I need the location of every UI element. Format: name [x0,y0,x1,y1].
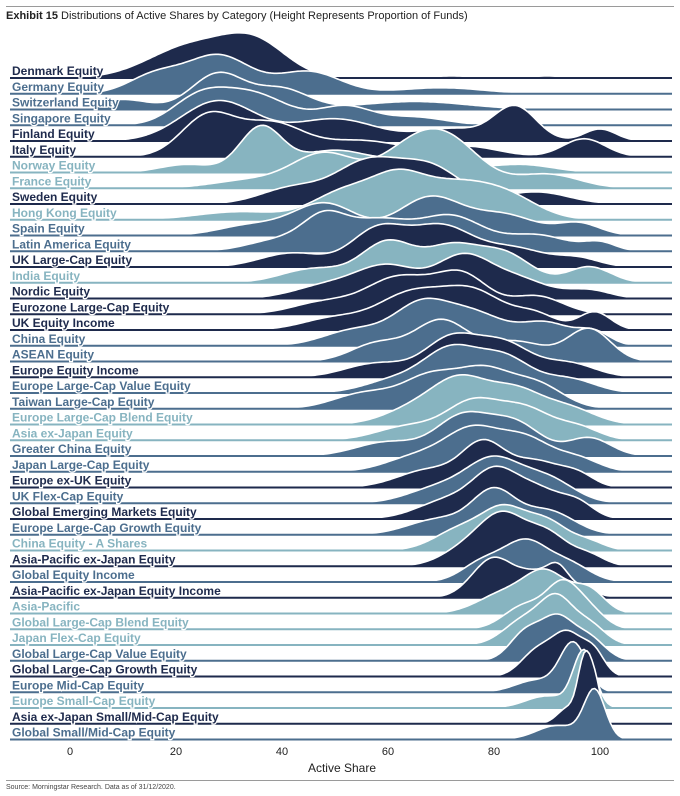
category-label: Singapore Equity [12,111,111,126]
category-label: Europe Mid-Cap Equity [12,678,144,693]
bottom-rule [6,780,674,781]
category-label: Global Small/Mid-Cap Equity [12,725,176,740]
category-label: Global Large-Cap Blend Equity [12,615,189,630]
category-label: Asia-Pacific ex-Japan Equity [12,552,176,567]
category-label: Japan Flex-Cap Equity [12,631,141,645]
category-label: Germany Equity [12,79,105,94]
source-note: Source: Morningstar Research. Data as of 31/12/2020. [6,784,176,791]
category-label: Greater China Equity [12,442,132,456]
category-label: China Equity - A Shares [12,536,148,551]
category-label: Europe Equity Income [12,363,139,378]
chart-title: Distributions of Active Shares by Category (Height Represents Proportion of Funds) [61,10,468,22]
category-label: Eurozone Large-Cap Equity [12,300,170,315]
category-label: Spain Equity [12,221,85,236]
category-label: Norway Equity [12,158,96,173]
category-label: Japan Large-Cap Equity [12,457,150,472]
category-label: Switzerland Equity [12,95,119,110]
category-label: India Equity [12,268,81,283]
category-label: Global Emerging Markets Equity [12,505,197,519]
x-tick-label: 60 [381,746,395,758]
category-label: Taiwan Large-Cap Equity [12,394,155,409]
category-label: UK Large-Cap Equity [12,253,133,267]
category-label: Hong Kong Equity [12,205,117,220]
ridge-area [250,642,674,693]
category-label: Europe Large-Cap Blend Equity [12,410,193,425]
category-label: Asia ex-Japan Small/Mid-Cap Equity [12,709,219,724]
category-label: UK Equity Income [12,316,115,330]
category-label: Global Large-Cap Value Equity [12,646,187,661]
x-tick-label: 0 [66,746,74,758]
category-label: Denmark Equity [12,64,104,78]
category-label: China Equity [12,331,86,346]
category-label: UK Flex-Cap Equity [12,489,124,504]
category-label: Global Large-Cap Growth Equity [12,662,198,677]
category-label: Europe Small-Cap Equity [12,694,156,708]
x-axis-label: Active Share [307,761,377,775]
category-label: France Equity [12,174,92,189]
category-label: Latin America Equity [12,237,131,252]
x-axis [67,746,609,758]
category-label: Asia-Pacific [12,599,81,614]
category-label: Italy Equity [12,142,77,157]
category-label: Nordic Equity [12,284,91,299]
category-label: ASEAN Equity [12,347,95,362]
category-label: Asia ex-Japan Equity [12,426,133,441]
x-tick-label: 80 [487,746,501,758]
category-label: Asia-Pacific ex-Japan Equity Income [12,583,221,598]
x-tick-label: 40 [275,746,289,758]
x-tick-label: 20 [169,746,183,758]
x-tick-label: 100 [590,746,610,758]
category-label: Europe Large-Cap Growth Equity [12,520,202,535]
category-label: Sweden Equity [12,190,98,204]
exhibit-number: Exhibit 15 [6,10,58,22]
category-label: Global Equity Income [12,568,135,582]
ridge-area [388,689,674,740]
category-label: Europe Large-Cap Value Equity [12,379,191,393]
category-label: Europe ex-UK Equity [12,473,132,488]
category-label: Finland Equity [12,127,95,141]
